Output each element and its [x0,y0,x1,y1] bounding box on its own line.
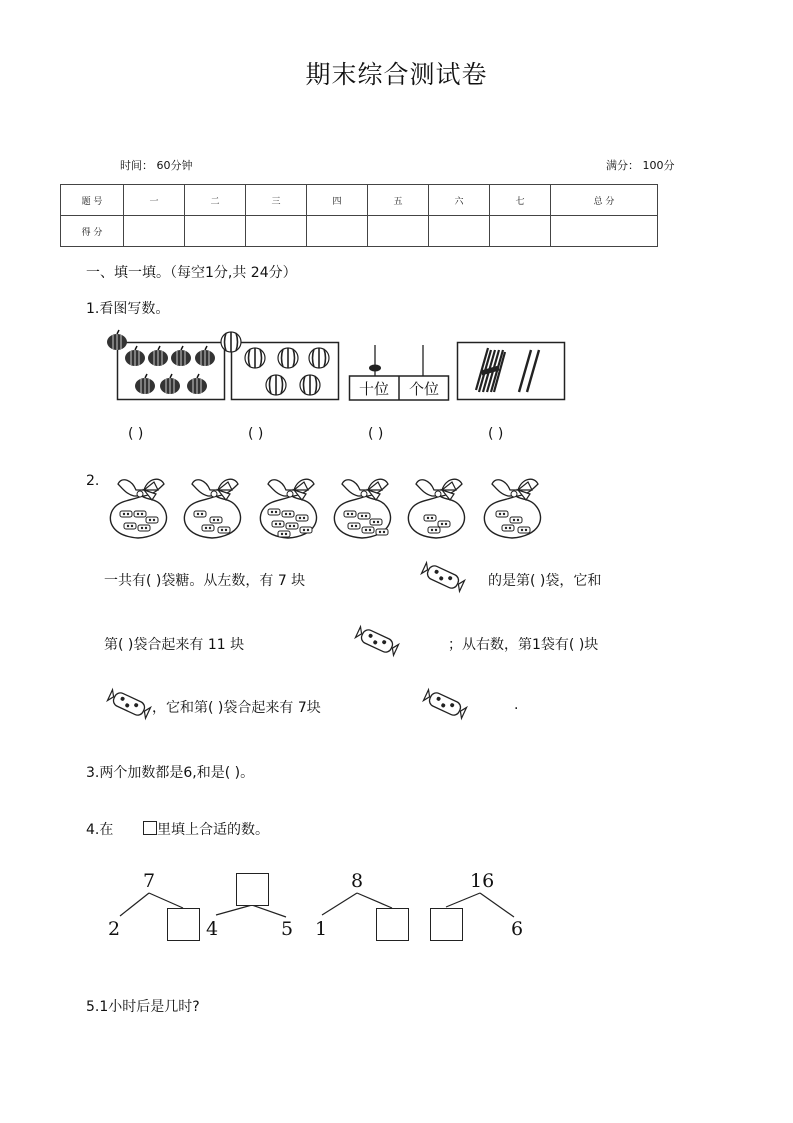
bond-left: 4 [206,918,219,940]
question-2-label: 2. [86,473,100,489]
time-value: 60分钟 [156,159,193,172]
header-cell: 四 [307,185,368,216]
time-label: 时间： [120,159,153,172]
question-3: 3.两个加数都是6,和是( )。 [86,765,255,781]
question-1-label: 1.看图写数。 [86,301,170,317]
answer-box[interactable] [430,908,463,941]
answer-box[interactable] [236,873,269,906]
question-4-label-b: 里填上合适的数。 [157,822,269,838]
bond-left: 2 [108,918,121,940]
score-value: 100分 [642,159,675,172]
q2-line2-b: ；从右数，第1袋有( )块 [448,637,599,653]
answer-box[interactable] [167,908,200,941]
header-cell: 六 [429,185,490,216]
abacus-ones-label: 个位 [408,380,439,398]
q2-line3-b: . [514,697,519,713]
header-cell: 五 [368,185,429,216]
q2-line1-b: 的是第( )袋，它和 [488,573,602,589]
bond-left: 1 [315,918,328,940]
section-heading: 一、填一填。（每空1分,共 24分） [86,265,297,281]
header-cell: 七 [490,185,551,216]
abacus-tens-label: 十位 [358,380,389,398]
answer-blank[interactable]: ( ) [368,426,384,442]
answer-blank[interactable]: ( ) [248,426,264,442]
header-cell: 一 [124,185,185,216]
bond-top: 7 [143,870,156,892]
answer-blank[interactable]: ( ) [488,426,504,442]
score-label: 满分： [606,159,639,172]
bond-top: 16 [470,870,495,892]
page-title: 期末综合测试卷 [305,60,488,89]
bond-right: 5 [281,918,294,940]
bond-top: 8 [351,870,364,892]
header-cell: 三 [246,185,307,216]
question-4-label-a: 4.在 [86,822,114,838]
q2-line1-a: 一共有( )袋糖。从左数，有 7 块 [104,573,306,589]
header-cell: 总 分 [551,185,658,216]
question-5: 5.1小时后是几时? [86,999,200,1015]
q2-line2-a: 第( )袋合起来有 11 块 [104,637,245,653]
bond-right: 6 [511,918,524,940]
header-cell: 二 [185,185,246,216]
row-label: 得 分 [61,216,124,247]
answer-blank[interactable]: ( ) [128,426,144,442]
q2-line3-a: ，它和第( )袋合起来有 7块 [152,700,321,716]
answer-box[interactable] [376,908,409,941]
header-cell: 题 号 [61,185,124,216]
